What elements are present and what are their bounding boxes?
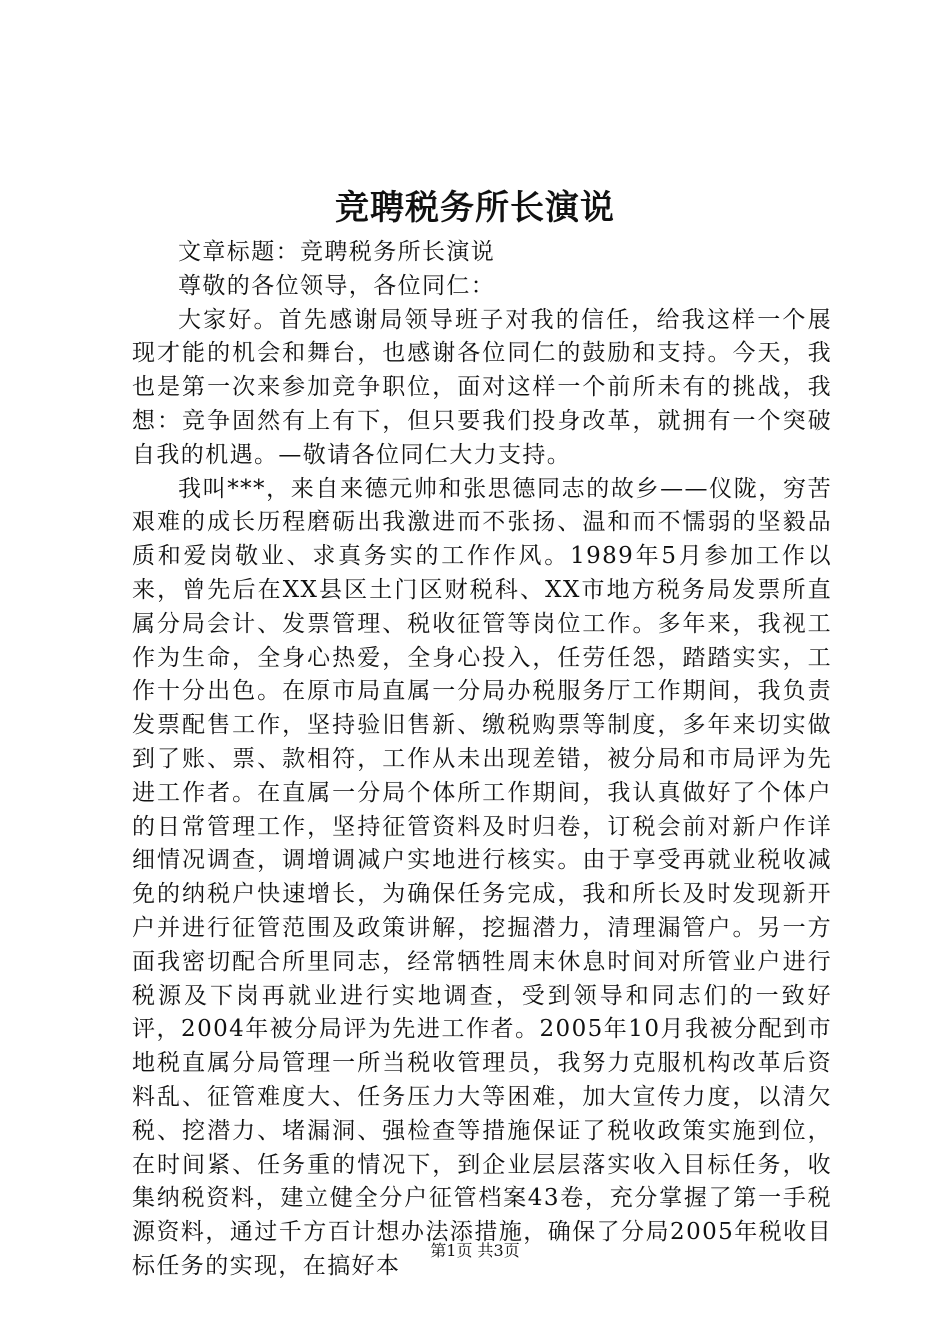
opening-paragraph: 大家好。首先感谢局领导班子对我的信任，给我这样一个展现才能的机会和舞台，也感谢各位同仁的鼓励和支持。今天，我也是第一次来参加竞争职位，面对这样一个前所未有的挑战，我想：竞争固然有上有下，但只要我们投身改革，就拥有一个突破自我的机遇。—敬请各位同仁大力支持。	[132, 306, 832, 468]
self-introduction-paragraph: 我叫***，来自来德元帅和张思德同志的故乡——仪陇，穷苦艰难的成长历程磨砺出我激进而不张扬、温和而不懦弱的坚毅品质和爱岗敬业、求真务实的工作作风。1989年5月参加工作以来，曾先后在XX县区土门区财税科、XX市地方税务局发票所直属分局会计、发票管理、税收征管等岗位工作。多年来，我视工作为生命，全身心热爱，全身心投入，任劳任怨，踏踏实实，工作十分出色。在原市局直属一分局办税服务厅工作期间，我负责发票配售工作，坚持验旧售新、缴税购票等制度，多年来切实做到了账、票、款相符，工作从未出现差错，被分局和市局评为先进工作者。在直属一分局个体所工作期间，我认真做好了个体户的日常管理工作，坚持征管资料及时归卷，订税会前对新户作详细情况调查，调增调减户实地进行核实。由于享受再就业税收减免的纳税户快速增长，为确保任务完成，我和所长及时发现新开户并进行征管范围及政策讲解，挖掘潜力，清理漏管户。另一方面我密切配合所里同志，经常牺牲周末休息时间对所管业户进行税源及下岗再就业进行实地调查，受到领导和同志们的一致好评，2004年被分局评为先进工作者。2005年10月我被分配到市地税直属分局管理一所当税收管理员，我努力克服机构改革后资料乱、征管难度大、任务压力大等困难，加大宣传力度，以清欠税、挖潜力、堵漏洞、强检查等措施保证了税收政策实施到位，在时间紧、任务重的情况下，到企业层层落实收入目标任务，收集纳税资料，建立健全分户征管档案43卷，充分掌握了第一手税源资料，通过千方百计想办法添措施，确保了分局2005年税收目标任务的实现，在搞好本	[132, 475, 832, 1279]
document-title: 竞聘税务所长演说	[335, 188, 615, 228]
document-body	[132, 236, 832, 1284]
article-title-line: 文章标题：竞聘税务所长演说	[178, 239, 496, 265]
page-number: 第1页 共3页	[430, 1241, 520, 1260]
salutation-paragraph: 尊敬的各位领导，各位同仁：	[178, 272, 496, 299]
